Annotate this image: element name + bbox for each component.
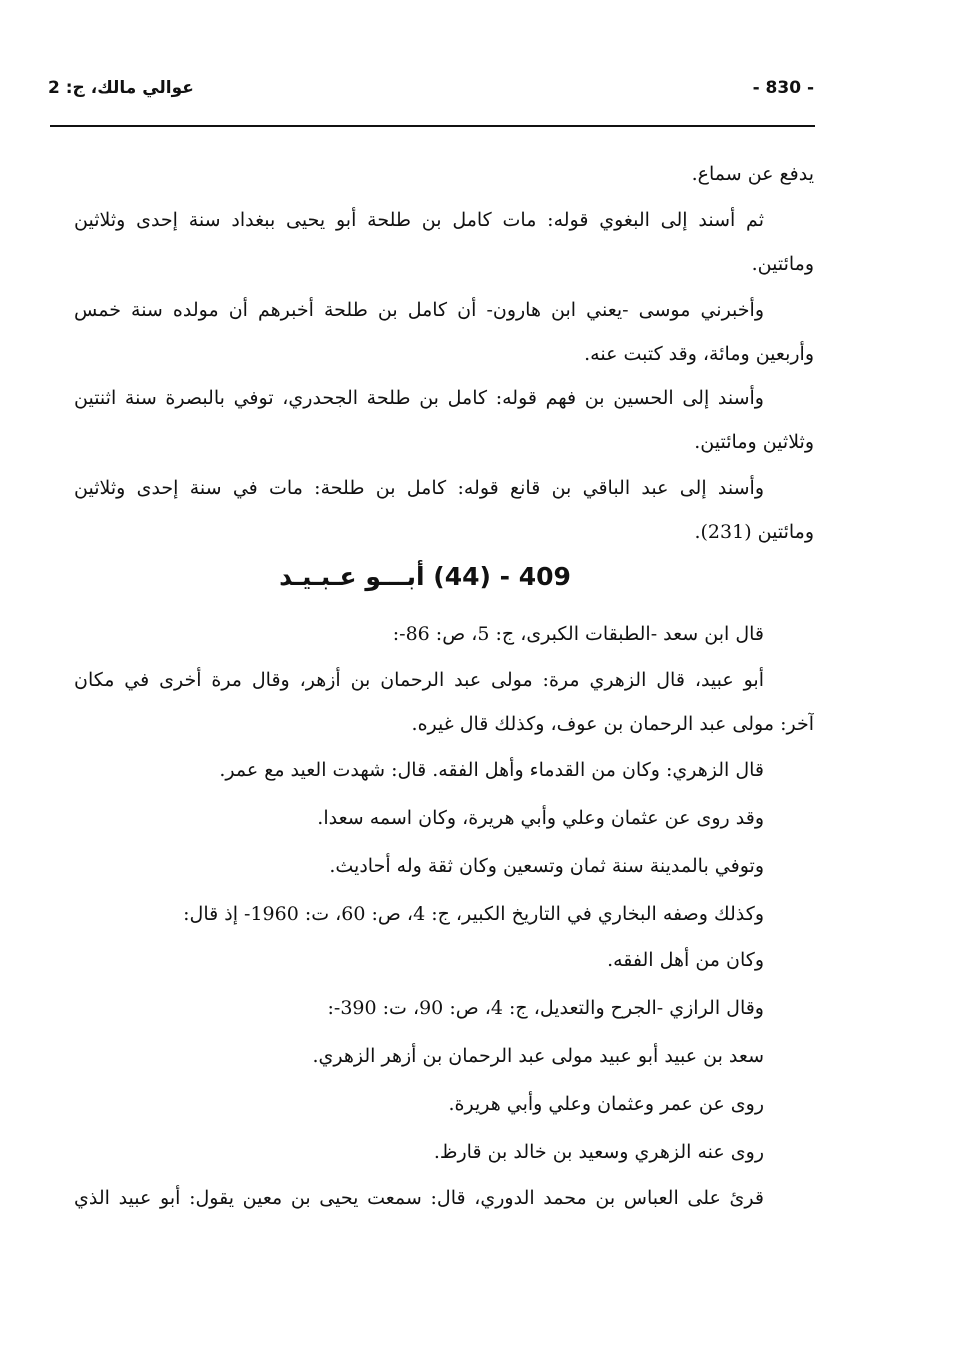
text-line: وتوفي بالمدينة سنة ثمان وتسعين وكان ثقة وله أحاديث. [329, 855, 764, 877]
text-line: قال الزهري: وكان من القدماء وأهل الفقه. قال: شهدت العيد مع عمر. [219, 759, 764, 781]
text-line: وكان من أهل الفقه. [607, 949, 764, 971]
text-line: ثم أسند إلى البغوي قوله: مات كامل بن طلحة أبو يحيى ببغداد سنة إحدى وثلاثين [74, 209, 764, 231]
text-line: وثلاثين ومائتين. [694, 431, 814, 453]
text-line: آخر: مولى عبد الرحمان بن عوف، وكذلك قال غيره. [411, 713, 814, 735]
text-line: سعد بن عبيد أبو عبيد مولى عبد الرحمان بن أزهر الزهري. [312, 1045, 764, 1067]
text-line: روى عن عمر وعثمان وعلي وأبي هريرة. [448, 1093, 764, 1115]
text-line: وقد روى عن عثمان وعلي وأبي هريرة، وكان اسمه سعدا. [317, 807, 764, 829]
text-line: ومائتين. [751, 253, 814, 275]
page-number: - 830 - [752, 78, 814, 98]
header-rule [50, 125, 815, 127]
text-line: وأربعين ومائة، وقد كتبت عنه. [584, 343, 814, 365]
running-header-title: عوالي مالك، ج: 2 [48, 78, 194, 98]
text-line: ومائتين (231). [694, 521, 814, 543]
text-line: وأخبرني موسى -يعني ابن هارون- أن كامل بن طلحة أخبرهم أن مولده سنة خمس [74, 299, 764, 321]
text-line: وكذلك وصفه البخاري في التاريخ الكبير، ج: 4، ص: 60، ت: 1960- إذ قال: [183, 903, 764, 925]
text-line: يدفع عن سماع. [691, 163, 814, 185]
text-line: قرئ على العباس بن محمد الدوري، قال: سمعت يحيى بن معين يقول: أبو عبيد الذي [74, 1187, 764, 1209]
text-line: وأسند إلى عبد الباقي بن قانع قوله: كامل بن طلحة: مات في سنة إحدى وثلاثين [74, 477, 764, 499]
text-line: قال ابن سعد -الطبقات الكبرى، ج: 5، ص: 86-: [392, 623, 764, 645]
text-line: وقال الرازي -الجرح والتعديل، ج: 4، ص: 90، ت: 390-: [327, 997, 764, 1019]
section-heading: 409 - (44) أبـــو عـبـيـد [279, 562, 571, 591]
text-line: وأسند إلى الحسين بن فهم قوله: كامل بن طلحة الجحدري، توفي بالبصرة سنة اثنتين [74, 387, 764, 409]
text-line: أبو عبيد، قال الزهري مرة: مولى عبد الرحمان بن أزهر، وقال مرة أخرى في مكان [74, 669, 764, 691]
text-line: روى عنه الزهري وسعيد بن خالد بن قارظ. [433, 1141, 764, 1163]
